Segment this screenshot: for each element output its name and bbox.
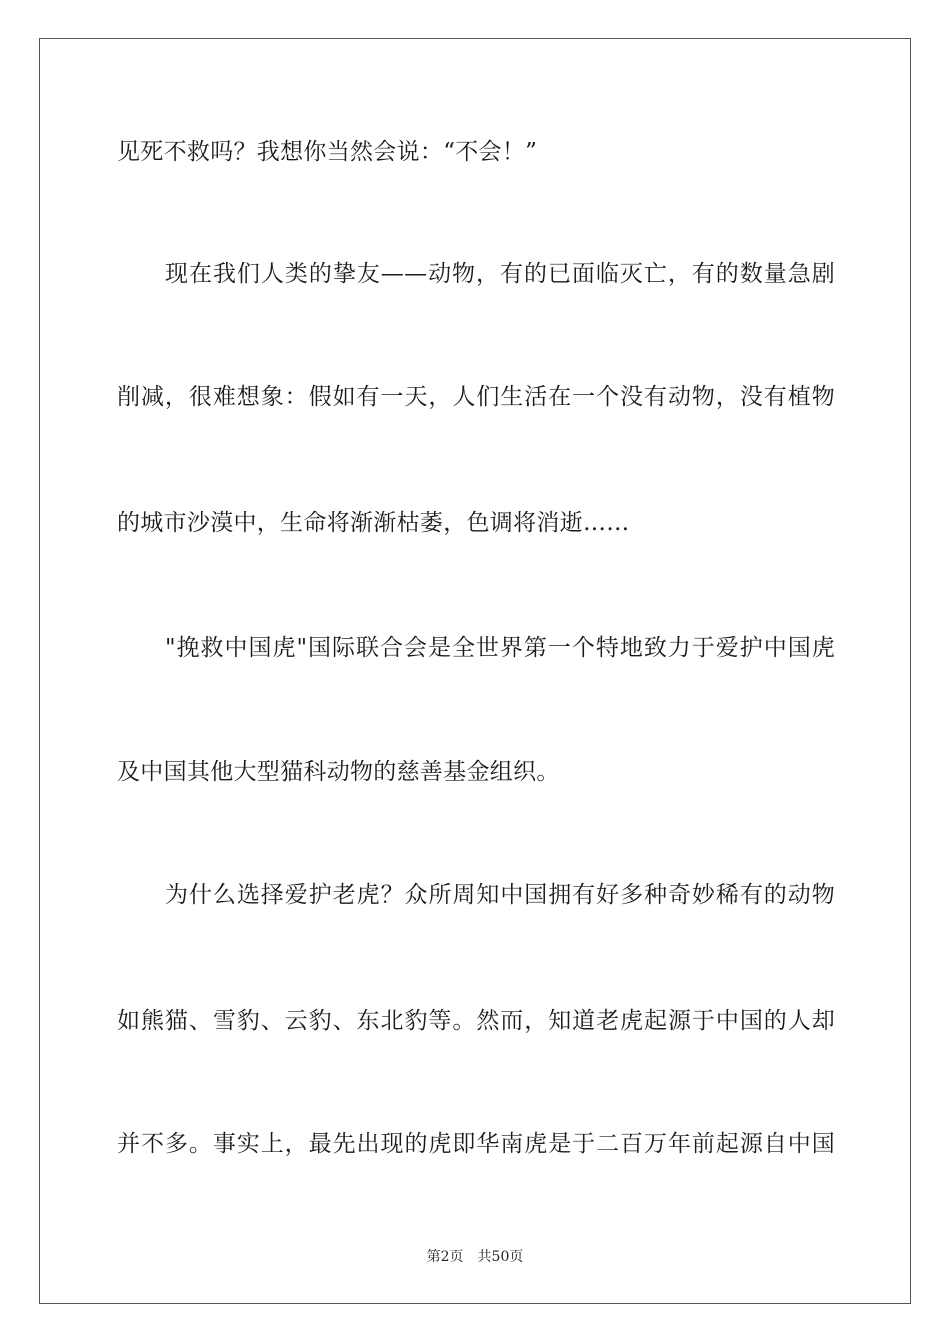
page-border [39, 38, 911, 1304]
text-line: 削减，很难想象：假如有一天，人们生活在一个没有动物，没有植物 [117, 384, 835, 410]
page-footer [0, 1246, 950, 1266]
page-number: 第2页 [426, 1249, 464, 1265]
page-total: 共50页 [477, 1249, 524, 1265]
paragraph-first-line: 为什么选择爱护老虎？众所周知中国拥有好多种奇妙稀有的动物 [165, 882, 835, 908]
text-line: 的城市沙漠中，生命将渐渐枯萎，色调将消逝…… [117, 510, 630, 536]
text-line: 并不多。事实上，最先出现的虎即华南虎是于二百万年前起源自中国 [117, 1131, 835, 1157]
text-line: 见死不救吗？我想你当然会说：“不会！” [117, 139, 538, 165]
text-line: 如熊猫、雪豹、云豹、东北豹等。然而，知道老虎起源于中国的人却 [117, 1008, 835, 1034]
paragraph-first-line: 现在我们人类的挚友——动物，有的已面临灭亡，有的数量急剧 [165, 261, 835, 287]
paragraph-first-line: "挽救中国虎"国际联合会是全世界第一个特地致力于爱护中国虎 [165, 635, 835, 661]
text-line: 及中国其他大型猫科动物的慈善基金组织。 [117, 759, 560, 785]
